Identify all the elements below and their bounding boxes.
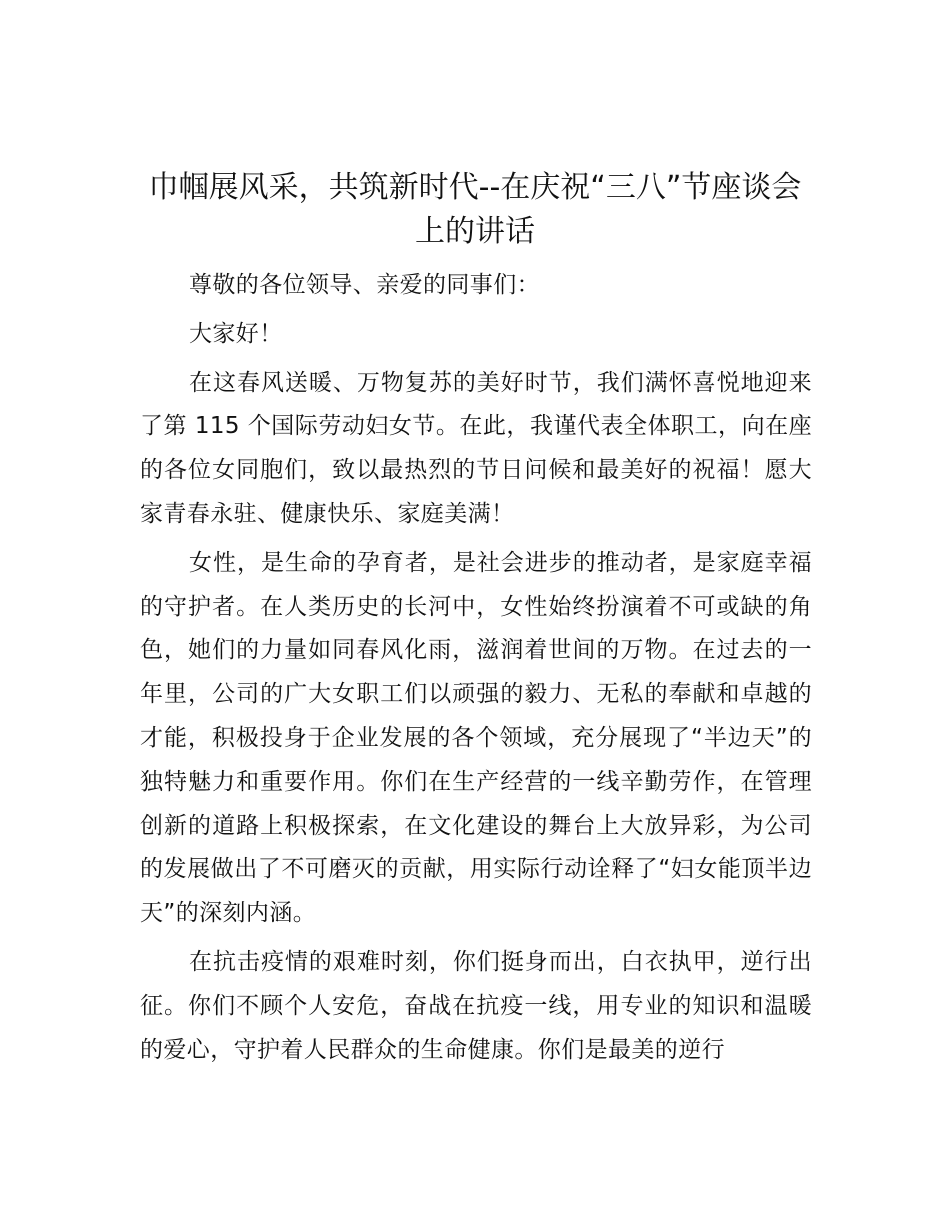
document-body xyxy=(140,264,812,1077)
salutation-paragraph: 尊敬的各位领导、亲爱的同事们： xyxy=(189,272,540,298)
pandemic-paragraph: 在抗击疫情的艰难时刻，你们挺身而出，白衣执甲，逆行出征。你们不顾个人安危，奋战在抗疫一线，用专业的知识和温暖的爱心，守护着人民群众的生命健康。你们是最美的逆行 xyxy=(140,948,812,1063)
greeting-paragraph: 大家好！ xyxy=(189,320,283,347)
women-role-paragraph: 女性，是生命的孕育者，是社会进步的推动者，是家庭幸福的守护者。在人类历史的长河中，女性始终扮演着不可或缺的角色，她们的力量如同春风化雨，滋润着世间的万物。在过去的一年里，公司的广大女职工们以顽强的毅力、无私的奉献和卓越的才能，积极投身于企业发展的各个领域，充分展现了“半边天”的独特魅力和重要作用。你们在生产经营的一线辛勤劳作，在管理创新的道路上积极探索，在文化建设的舞台上大放异彩，为公司的发展做出了不可磨灭的贡献，用实际行动诠释了“妇女能顶半边天”的深刻内涵。 xyxy=(140,549,812,927)
document-title: 巾帼展风采，共筑新时代--在庆祝“三八”节座谈会上的讲话 xyxy=(148,170,802,249)
opening-paragraph: 在这春风送暖、万物复苏的美好时节，我们满怀喜悦地迎来了第 115 个国际劳动妇女节。在此，我谨代表全体职工，向在座的各位女同胞们，致以最热烈的节日问候和最美好的祝福！愿大家青春永驻、健康快乐、家庭美满！ xyxy=(140,369,812,527)
